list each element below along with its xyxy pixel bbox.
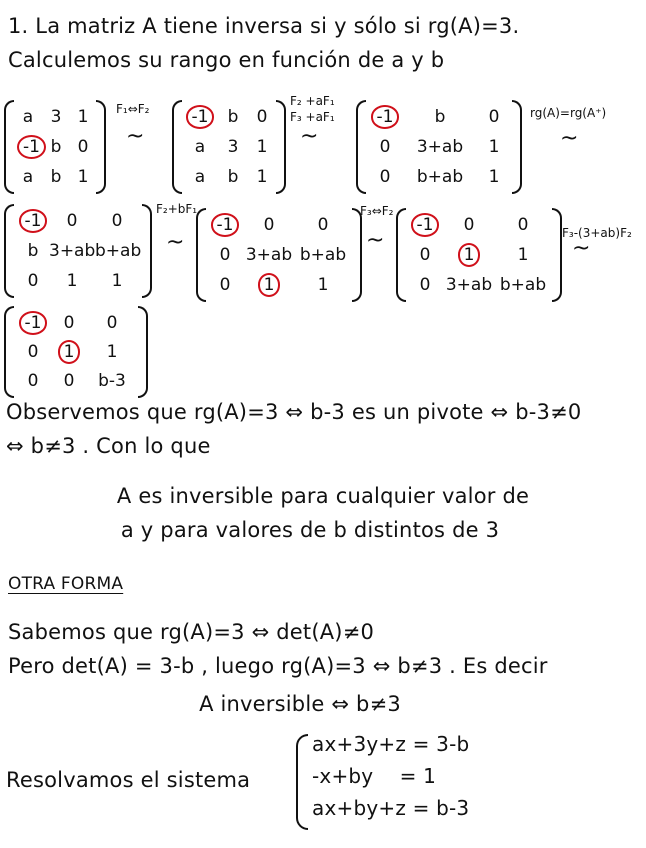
tilde-2: ~ [300, 124, 319, 149]
entry-value: b [434, 107, 446, 127]
observe-line-2: ⇔ b≠3 . Con lo que [6, 434, 211, 458]
matrix-entry [401, 103, 479, 131]
tilde-3: ~ [560, 126, 579, 151]
matrix-right-paren [276, 100, 286, 194]
matrix-entry [209, 211, 241, 239]
matrix-entry [73, 163, 93, 191]
matrix-entry [17, 237, 49, 265]
entry-value: 3 [50, 107, 62, 127]
pivot-entry: -1 [19, 311, 48, 335]
matrix-grid [366, 100, 512, 194]
entry-value: b [50, 167, 62, 187]
entry-value: b+ab [499, 275, 547, 295]
entry-value: b-3 [98, 371, 126, 392]
matrix-grid [206, 208, 352, 302]
intro-line-2: Calculemos su rango en función de a y b [8, 48, 445, 72]
matrix-entry [369, 163, 401, 191]
matrix-right-paren [552, 208, 562, 302]
matrix-entry [49, 237, 95, 265]
entry-value: 0 [106, 312, 118, 333]
matrix-entry [49, 207, 95, 235]
resolvamos-label: Resolvamos el sistema [6, 768, 251, 792]
matrix-entry [369, 103, 401, 131]
matrix-right-paren [142, 204, 152, 298]
otra-line-1: Sabemos que rg(A)=3 ⇔ det(A)≠0 [8, 620, 375, 644]
matrix-1 [4, 100, 106, 194]
system-brace [296, 734, 308, 830]
matrix-entry [215, 163, 251, 191]
entry-value: 0 [517, 215, 529, 235]
matrix-entry [39, 133, 73, 161]
matrix-entry [17, 133, 39, 161]
matrix-entry [17, 309, 49, 337]
intro-line-1: 1. La matriz A tiene inversa si y sólo si rg(A)=3. [8, 14, 520, 38]
entry-value: a [22, 107, 34, 127]
matrix-entry [49, 309, 89, 337]
entry-value: 3+ab [49, 241, 96, 261]
matrix-entry [297, 271, 349, 299]
matrix-entry [185, 133, 215, 161]
entry-value: 0 [111, 211, 123, 231]
observe-line-1: Observemos que rg(A)=3 ⇔ b-3 es un pivote ⇔ b-3≠0 [6, 400, 582, 424]
entry-value: b [227, 107, 239, 127]
matrix-entry [441, 271, 497, 299]
op-add-b: F₂+bF₁ [156, 202, 198, 216]
matrix-entry [241, 211, 297, 239]
matrix-grid [14, 100, 96, 194]
matrix-entry [409, 271, 441, 299]
matrix-left-paren [172, 100, 182, 194]
matrix-entry [17, 338, 49, 366]
entry-value: 1 [256, 137, 268, 157]
matrix-entry [479, 163, 509, 191]
matrix-grid [406, 208, 552, 302]
op-add-a1: F₂ +aF₁ [290, 94, 335, 108]
matrix-grid [14, 204, 142, 298]
matrix-entry [479, 133, 509, 161]
matrix-7 [4, 306, 148, 398]
entry-value: 1 [488, 167, 500, 187]
matrix-entry [73, 133, 93, 161]
matrix-entry [441, 241, 497, 269]
matrix-right-paren [96, 100, 106, 194]
matrix-entry [89, 367, 135, 395]
matrix-entry [209, 241, 241, 269]
matrix-entry [251, 103, 273, 131]
matrix-left-paren [4, 100, 14, 194]
matrix-entry [185, 103, 215, 131]
matrix-entry [49, 267, 95, 295]
system-eq-2: -x+by = 1 [312, 764, 437, 788]
entry-value: 1 [106, 341, 118, 362]
pivot-entry: 1 [458, 243, 481, 267]
op-swap12: F₁⇔F₂ [116, 102, 150, 116]
matrix-entry [39, 103, 73, 131]
entry-value: a [194, 167, 206, 187]
entry-value: 0 [66, 211, 78, 231]
entry-value: a [194, 137, 206, 157]
matrix-grid [14, 306, 138, 398]
matrix-left-paren [356, 100, 366, 194]
entry-value: b+ab [416, 167, 464, 187]
pivot-entry: -1 [371, 105, 400, 129]
matrix-left-paren [196, 208, 206, 302]
otra-line-3: A inversible ⇔ b≠3 [199, 692, 401, 716]
entry-value: 0 [463, 215, 475, 235]
entry-value: b+ab [95, 241, 142, 261]
entry-value: 0 [27, 341, 39, 362]
matrix-entry [401, 133, 479, 161]
matrix-entry [497, 271, 549, 299]
matrix-left-paren [4, 204, 14, 298]
entry-value: b [27, 241, 39, 261]
matrix-entry [241, 241, 297, 269]
entry-value: 1 [256, 167, 268, 187]
entry-value: a [22, 167, 34, 187]
matrix-entry [89, 338, 135, 366]
op-sub: F₃-(3+ab)F₂ [562, 226, 632, 240]
conclusion-line-2: a y para valores de b distintos de 3 [120, 518, 500, 542]
matrix-entry [251, 163, 273, 191]
matrix-entry [17, 267, 49, 295]
entry-value: 3+ab [416, 137, 464, 157]
matrix-entry [497, 211, 549, 239]
entry-value: 0 [379, 137, 391, 157]
entry-value: 0 [488, 107, 500, 127]
pivot-entry: 1 [258, 273, 281, 297]
entry-value: 0 [63, 312, 75, 333]
pivot-entry: -1 [17, 135, 46, 159]
matrix-entry [497, 241, 549, 269]
tilde-5: ~ [366, 228, 385, 253]
entry-value: b+ab [299, 245, 347, 265]
matrix-entry [17, 163, 39, 191]
entry-value: 0 [219, 245, 231, 265]
matrix-right-paren [138, 306, 148, 398]
matrix-entry [209, 271, 241, 299]
matrix-6 [396, 208, 562, 302]
matrix-entry [95, 237, 142, 265]
entry-value: 0 [419, 245, 431, 265]
matrix-entry [409, 241, 441, 269]
system-eq-3: ax+by+z = b-3 [312, 796, 470, 820]
conclusion-line-1: A es inversible para cualquier valor de [116, 484, 530, 508]
otra-forma-heading: OTRA FORMA [8, 574, 124, 594]
matrix-right-paren [352, 208, 362, 302]
entry-value: 0 [77, 137, 89, 157]
matrix-entry [297, 241, 349, 269]
entry-value: 1 [66, 271, 78, 291]
matrix-entry [39, 163, 73, 191]
entry-value: 0 [219, 275, 231, 295]
matrix-entry [215, 103, 251, 131]
matrix-entry [441, 211, 497, 239]
matrix-right-paren [512, 100, 522, 194]
matrix-4 [4, 204, 152, 298]
matrix-entry [49, 338, 89, 366]
matrix-entry [215, 133, 251, 161]
entry-value: 1 [317, 275, 329, 295]
matrix-grid [182, 100, 276, 194]
matrix-entry [17, 367, 49, 395]
pivot-entry: -1 [19, 209, 48, 233]
matrix-2 [172, 100, 286, 194]
matrix-entry [297, 211, 349, 239]
entry-value: 0 [27, 271, 39, 291]
entry-value: 3 [227, 137, 239, 157]
entry-value: 0 [63, 371, 75, 392]
entry-value: b [227, 167, 239, 187]
tilde-6: ~ [572, 236, 591, 261]
matrix-entry [89, 309, 135, 337]
matrix-left-paren [396, 208, 406, 302]
matrix-entry [185, 163, 215, 191]
tilde-1: ~ [126, 124, 145, 149]
entry-value: 1 [517, 245, 529, 265]
pivot-entry: 1 [58, 340, 81, 364]
pivot-entry: -1 [211, 213, 240, 237]
op-rg-eq: rg(A)=rg(A⁺) [530, 106, 607, 120]
matrix-3 [356, 100, 522, 194]
entry-value: 3+ab [245, 245, 293, 265]
matrix-entry [49, 367, 89, 395]
matrix-entry [17, 207, 49, 235]
op-swap23: F₃⇔F₂ [360, 204, 394, 218]
pivot-entry: -1 [411, 213, 440, 237]
entry-value: 0 [27, 371, 39, 392]
matrix-entry [241, 271, 297, 299]
otra-line-2: Pero det(A) = 3-b , luego rg(A)=3 ⇔ b≠3 . Es decir [8, 654, 548, 678]
system-eq-1: ax+3y+z = 3-b [312, 732, 470, 756]
matrix-entry [409, 211, 441, 239]
matrix-entry [369, 133, 401, 161]
matrix-5 [196, 208, 362, 302]
matrix-entry [73, 103, 93, 131]
matrix-left-paren [4, 306, 14, 398]
matrix-entry [251, 133, 273, 161]
matrix-entry [479, 103, 509, 131]
entry-value: 0 [379, 167, 391, 187]
entry-value: 1 [77, 167, 89, 187]
tilde-4: ~ [166, 230, 185, 255]
matrix-entry [95, 267, 139, 295]
entry-value: 1 [488, 137, 500, 157]
entry-value: 1 [111, 271, 123, 291]
op-add-a2: F₃ +aF₁ [290, 110, 335, 124]
entry-value: 0 [263, 215, 275, 235]
entry-value: 0 [256, 107, 268, 127]
entry-value: 0 [317, 215, 329, 235]
entry-value: 0 [419, 275, 431, 295]
entry-value: 1 [77, 107, 89, 127]
matrix-entry [17, 103, 39, 131]
matrix-entry [95, 207, 139, 235]
pivot-entry: -1 [186, 105, 215, 129]
entry-value: 3+ab [445, 275, 493, 295]
entry-value: b [50, 137, 62, 157]
matrix-entry [401, 163, 479, 191]
